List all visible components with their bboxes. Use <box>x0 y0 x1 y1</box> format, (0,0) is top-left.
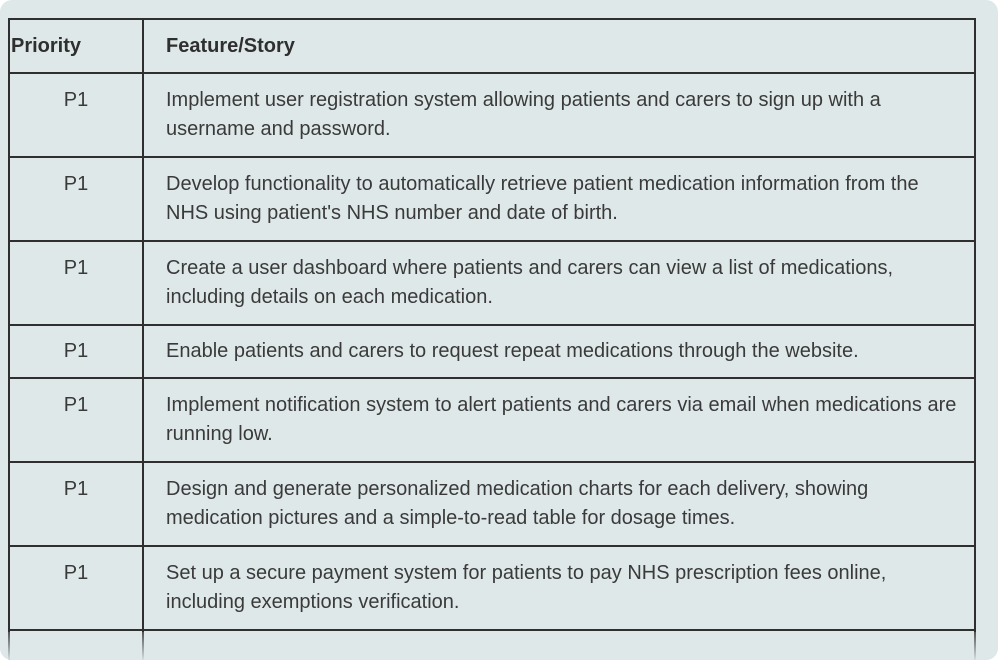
priority-cell: P1 <box>9 157 143 241</box>
table-row <box>9 546 975 630</box>
priority-cell: P1 <box>9 241 143 325</box>
table-row <box>9 462 975 546</box>
feature-priority-table <box>8 18 976 660</box>
table-row <box>9 241 975 325</box>
story-cell: Develop functionality to automatically retrieve patient medication information from the NHS using patient's NHS number and date of birth. <box>143 157 975 241</box>
priority-cell: P1 <box>9 73 143 157</box>
bottom-fade <box>0 632 998 660</box>
table-header-row <box>9 19 975 73</box>
story-cell: Enable patients and carers to request repeat medications through the website. <box>143 325 975 378</box>
story-cell: Create a user dashboard where patients and carers can view a list of medications, including details on each medication. <box>143 241 975 325</box>
table-row <box>9 157 975 241</box>
table-row <box>9 378 975 462</box>
story-cell: Implement notification system to alert patients and carers via email when medications are running low. <box>143 378 975 462</box>
priority-cell: P1 <box>9 378 143 462</box>
table-row <box>9 73 975 157</box>
story-cell: Implement user registration system allowing patients and carers to sign up with a username and password. <box>143 73 975 157</box>
feature-column-header: Feature/Story <box>143 19 975 73</box>
priority-cell: P1 <box>9 462 143 546</box>
priority-cell: P1 <box>9 546 143 630</box>
story-cell: Set up a secure payment system for patients to pay NHS prescription fees online, including exemptions verification. <box>143 546 975 630</box>
story-cell: Design and generate personalized medication charts for each delivery, showing medication pictures and a simple-to-read table for dosage times. <box>143 462 975 546</box>
priority-cell: P1 <box>9 325 143 378</box>
priority-column-header: Priority <box>9 19 143 73</box>
table-row <box>9 325 975 378</box>
